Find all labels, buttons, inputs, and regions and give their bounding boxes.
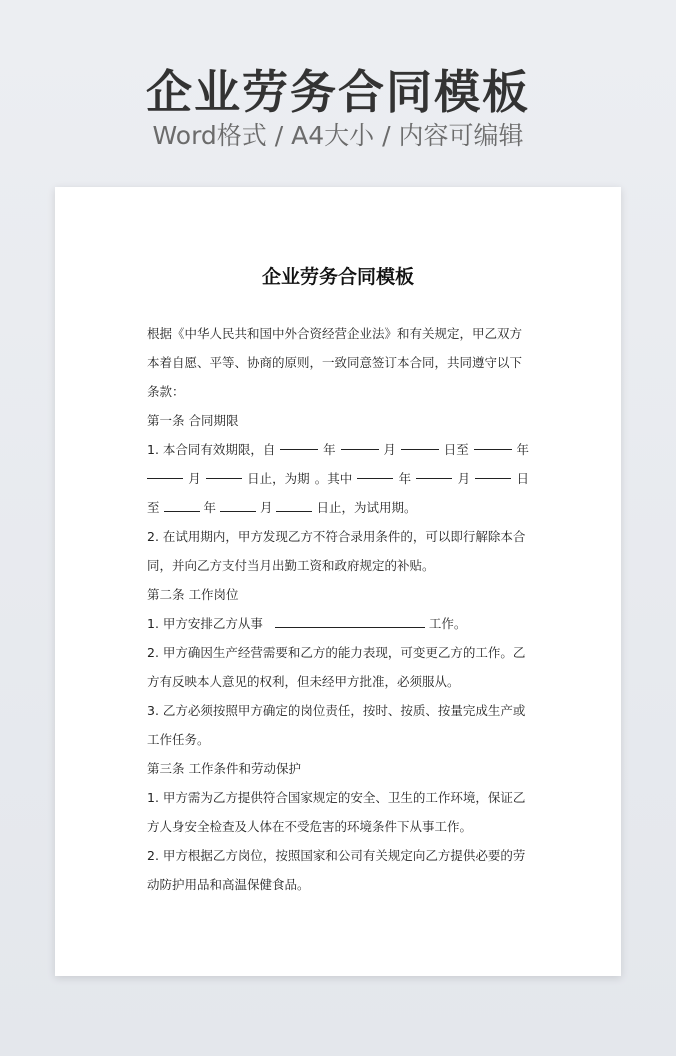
- among-label: 。其中: [314, 471, 353, 486]
- blank-field[interactable]: [416, 464, 452, 479]
- banner-subtitle: Word格式 / A4大小 / 内容可编辑: [152, 121, 524, 150]
- document-page: [55, 187, 621, 976]
- blank-field[interactable]: [206, 464, 242, 479]
- blank-field[interactable]: [147, 464, 183, 479]
- blank-field[interactable]: [357, 464, 393, 479]
- job-blank-field[interactable]: [275, 613, 425, 628]
- blank-field[interactable]: [475, 464, 511, 479]
- section-3-heading: 第三条 工作条件和劳动保护: [147, 761, 301, 776]
- day-until-label: 日至: [443, 442, 469, 457]
- blank-field[interactable]: [220, 497, 256, 512]
- blank-field[interactable]: [474, 435, 512, 450]
- section-2-heading: 第二条 工作岗位: [147, 587, 239, 602]
- day-stop-label: 日止，为期: [247, 471, 310, 486]
- banner-title: 企业劳务合同模板: [146, 65, 530, 119]
- trial-label: 日止，为试用期。: [316, 500, 417, 515]
- section-2-paragraph-1: [147, 609, 529, 638]
- year-label: 年: [398, 471, 412, 486]
- month-label: 月: [259, 500, 273, 515]
- year-label: 年: [323, 442, 336, 457]
- section-2-paragraph-3: 3. 乙方必须按照甲方确定的岗位责任，按时、按质、按量完成生产或工作任务。: [147, 703, 526, 747]
- month-label: 月: [188, 471, 201, 486]
- blank-field[interactable]: [276, 497, 312, 512]
- assign-suffix: 工作。: [428, 616, 467, 631]
- assign-prefix: 1. 甲方安排乙方从事: [147, 616, 263, 631]
- day-label: 日: [516, 471, 529, 486]
- year-label: 年: [203, 500, 216, 515]
- section-2-paragraph-2: 2. 甲方确因生产经营需要和乙方的能力表现，可变更乙方的工作。乙方有反映本人意见的权利，但未经甲方批准，必须服从。: [147, 645, 526, 689]
- section-1-heading: 第一条 合同期限: [147, 413, 239, 428]
- blank-field[interactable]: [401, 435, 439, 450]
- document-title: 企业劳务合同模板: [261, 266, 414, 288]
- month-label: 月: [383, 442, 396, 457]
- blank-field[interactable]: [164, 497, 200, 512]
- term-line-1: [147, 435, 529, 464]
- term-line-2: [147, 464, 529, 493]
- section-3-paragraph-1: 1. 甲方需为乙方提供符合国家规定的安全、卫生的工作环境，保证乙方人身安全检查及人体在不受危害的环境条件下从事工作。: [147, 790, 526, 834]
- intro-paragraph: 根据《中华人民共和国中外合资经营企业法》和有关规定，甲乙双方本着自愿、平等、协商的原则，一致同意签订本合同，共同遵守以下条款：: [147, 326, 523, 399]
- year-label: 年: [516, 442, 529, 457]
- zhi-label: 至: [147, 500, 160, 515]
- month-label: 月: [457, 471, 471, 486]
- blank-field[interactable]: [280, 435, 318, 450]
- document-body: [147, 319, 529, 899]
- term-prefix: 1. 本合同有效期限，自: [147, 442, 276, 457]
- section-3-paragraph-2: 2. 甲方根据乙方岗位，按照国家和公司有关规定向乙方提供必要的劳动防护用品和高温保健食品。: [147, 848, 526, 892]
- blank-field[interactable]: [341, 435, 379, 450]
- section-1-paragraph-2: 2. 在试用期内，甲方发现乙方不符合录用条件的，可以即行解除本合同，并向乙方支付当月出勤工资和政府规定的补贴。: [147, 529, 526, 573]
- term-line-3: [147, 493, 529, 522]
